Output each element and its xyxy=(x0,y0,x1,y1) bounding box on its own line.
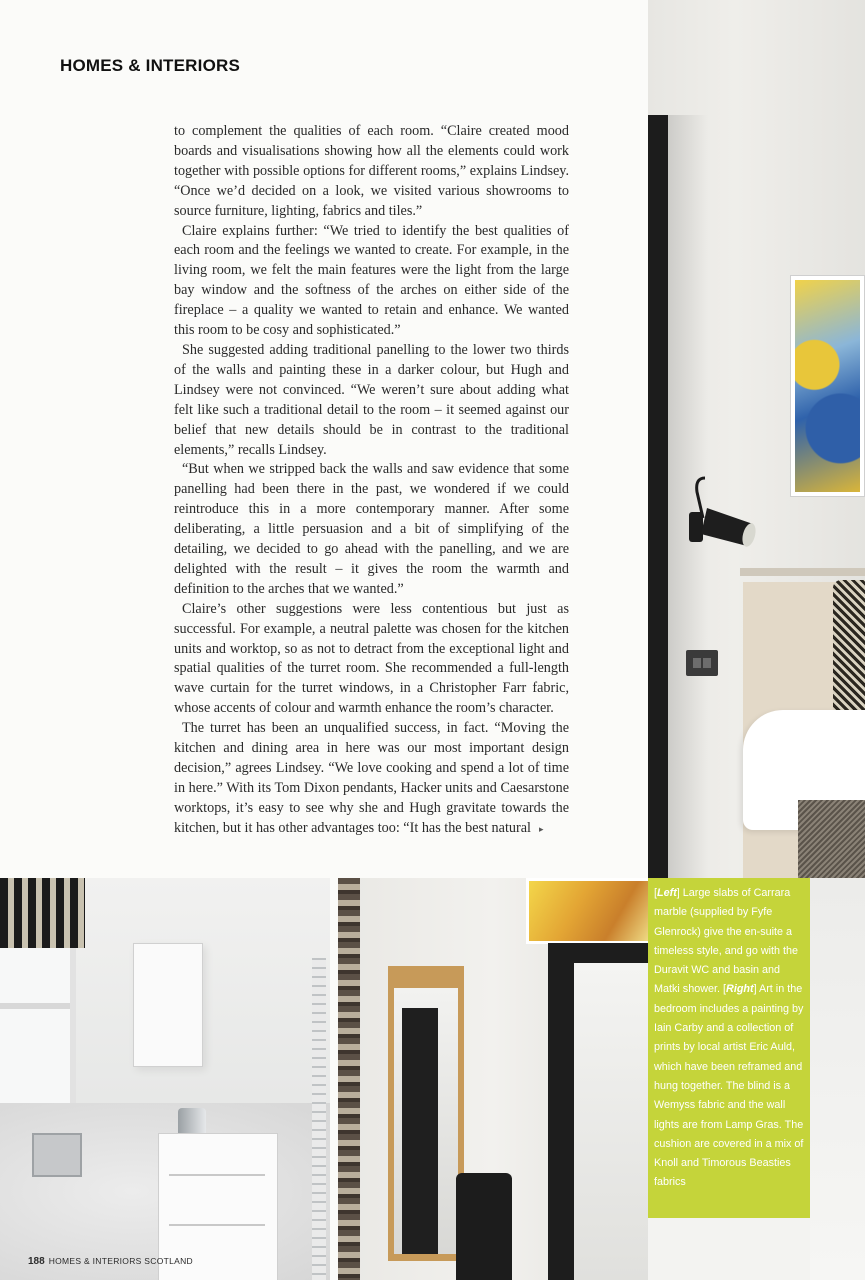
floor-mirror xyxy=(388,966,464,1261)
article-paragraph: “But when we stripped back the walls and saw evidence that some panelling had been there in the past, we wondered if we could reintroduce this in a more contemporary manner. After some deliberating, a little persuasion and a bit of simplifying of the detailing, we decided to go ahead with the panelling, and we are delighted with the result – it gives the room the warmth and definition to the arches that we wanted.” xyxy=(174,461,569,597)
bed-throw xyxy=(798,800,865,878)
caption-right-tag: Right xyxy=(726,983,754,996)
striped-blind xyxy=(0,878,85,948)
page-footer xyxy=(28,1251,193,1269)
vanity-drawer-line xyxy=(169,1174,265,1176)
bedroom-photo xyxy=(648,0,865,878)
photo-edge xyxy=(810,878,865,1280)
houndstooth-cushion xyxy=(833,580,865,715)
door-frame xyxy=(648,115,668,878)
section-header: HOMES & INTERIORS xyxy=(60,56,241,75)
article-paragraph xyxy=(174,719,569,840)
page-number: 188 xyxy=(28,1256,45,1267)
caption-left-text: Large slabs of Carrara marble (supplied by Fyfe Glenrock) give the en-suite a timeless style, and go with the Duravit WC and basin and Matki shower. xyxy=(654,887,799,996)
ensuite-view xyxy=(574,963,648,1280)
photo-edge xyxy=(648,1218,810,1280)
headboard-rail xyxy=(740,568,865,576)
painting-canvas xyxy=(795,280,860,492)
photo-caption: [Left] Large slabs of Carrara marble (supplied by Fyfe Glenrock) give the en-suite a timeless style, and go with the Duravit WC and basin and Matki shower. [Right] Art in the bedroom includes a painting by Iain Carby and a collection of prints by local artist Eric Auld, which have been reframed and hung together. The blind is a Wemyss fabric and the wall lights are from Lamp Gras. The cushion are covered in a mix of Knoll and Timorous Beasties fabrics xyxy=(648,878,810,1218)
bathroom-photo xyxy=(0,878,330,1280)
article-body xyxy=(174,122,569,841)
caption-left-tag: Left xyxy=(657,887,677,899)
caption-right-text: Art in the bedroom includes a painting by Iain Carby and a collection of prints by local artist Eric Auld, which have been reframed and hung together. The blind is a Wemyss fabric and the wall lights are from Lamp Gras. The cushion are covered in a mix of Knoll and Timorous Beasties fabrics xyxy=(654,983,804,1189)
patterned-curtain xyxy=(338,878,360,1280)
article-paragraph-text: The turret has been an unqualified success, in fact. “Moving the kitchen and dining area in here was our most important design decision,” agrees Lindsey. “We love cooking and spend a lot of time in here.” With its Tom Dixon pendants, Hacker units and Caesarstone worktops, it’s easy to see why she and Hugh gravitate towards the kitchen, but it has other advantages too: “It has the best natural xyxy=(174,720,569,836)
painting-artwork xyxy=(790,275,865,497)
vanity-drawer-line xyxy=(169,1224,265,1226)
mirror-glass xyxy=(394,988,458,1254)
magazine-name: HOMES & INTERIORS SCOTLAND xyxy=(48,1256,193,1266)
flush-plate xyxy=(32,1133,82,1177)
mirror-cabinet xyxy=(133,943,203,1067)
mirror-reflection xyxy=(402,1008,438,1254)
doorway xyxy=(548,943,648,1280)
framed-print xyxy=(526,878,648,944)
article-paragraph: Claire explains further: “We tried to identify the best qualities of each room and the feelings we wanted to create. For example, in the living room, we felt the main features were the light from the large bay window and the softness of the arches on either side of the fireplace – a quality we wanted to retain and enhance. We wanted this room to be cosy and sophisticated.” xyxy=(174,222,569,339)
article-paragraph: She suggested adding traditional panelling to the lower two thirds of the walls and painting these in a darker colour, but Hugh and Lindsey were not convinced. “We weren’t sure about adding what felt like such a traditional detail to the room – it seemed against our belief that new details should be in contrast to the traditional elements,” recalls Lindsey. xyxy=(174,341,569,458)
continued-arrow-icon[interactable]: ▸ xyxy=(538,824,544,835)
light-switch xyxy=(686,650,718,676)
article-paragraph: Claire’s other suggestions were less contentious but just as successful. For example, a neutral palette was chosen for the kitchen units and worktop, so as not to detract from the exceptional light and spatial qualities of the turret room. She recommended a full-length wave curtain for the turret windows, in a Christopher Farr fabric, whose accents of colour and warmth enhance the room’s character. xyxy=(174,600,569,717)
wall-lamp-icon xyxy=(683,468,763,558)
towel-radiator xyxy=(312,958,326,1280)
bedroom-door-photo xyxy=(338,878,648,1280)
article-paragraph: to complement the qualities of each room. “Claire created mood boards and visualisations showing how all the elements could work together with possible options for different rooms,” explains Lindsey. “Once we’d decided on a look, we visited various showrooms to source furniture, lighting, fabrics and tiles.” xyxy=(174,123,569,219)
black-stool xyxy=(456,1173,512,1280)
